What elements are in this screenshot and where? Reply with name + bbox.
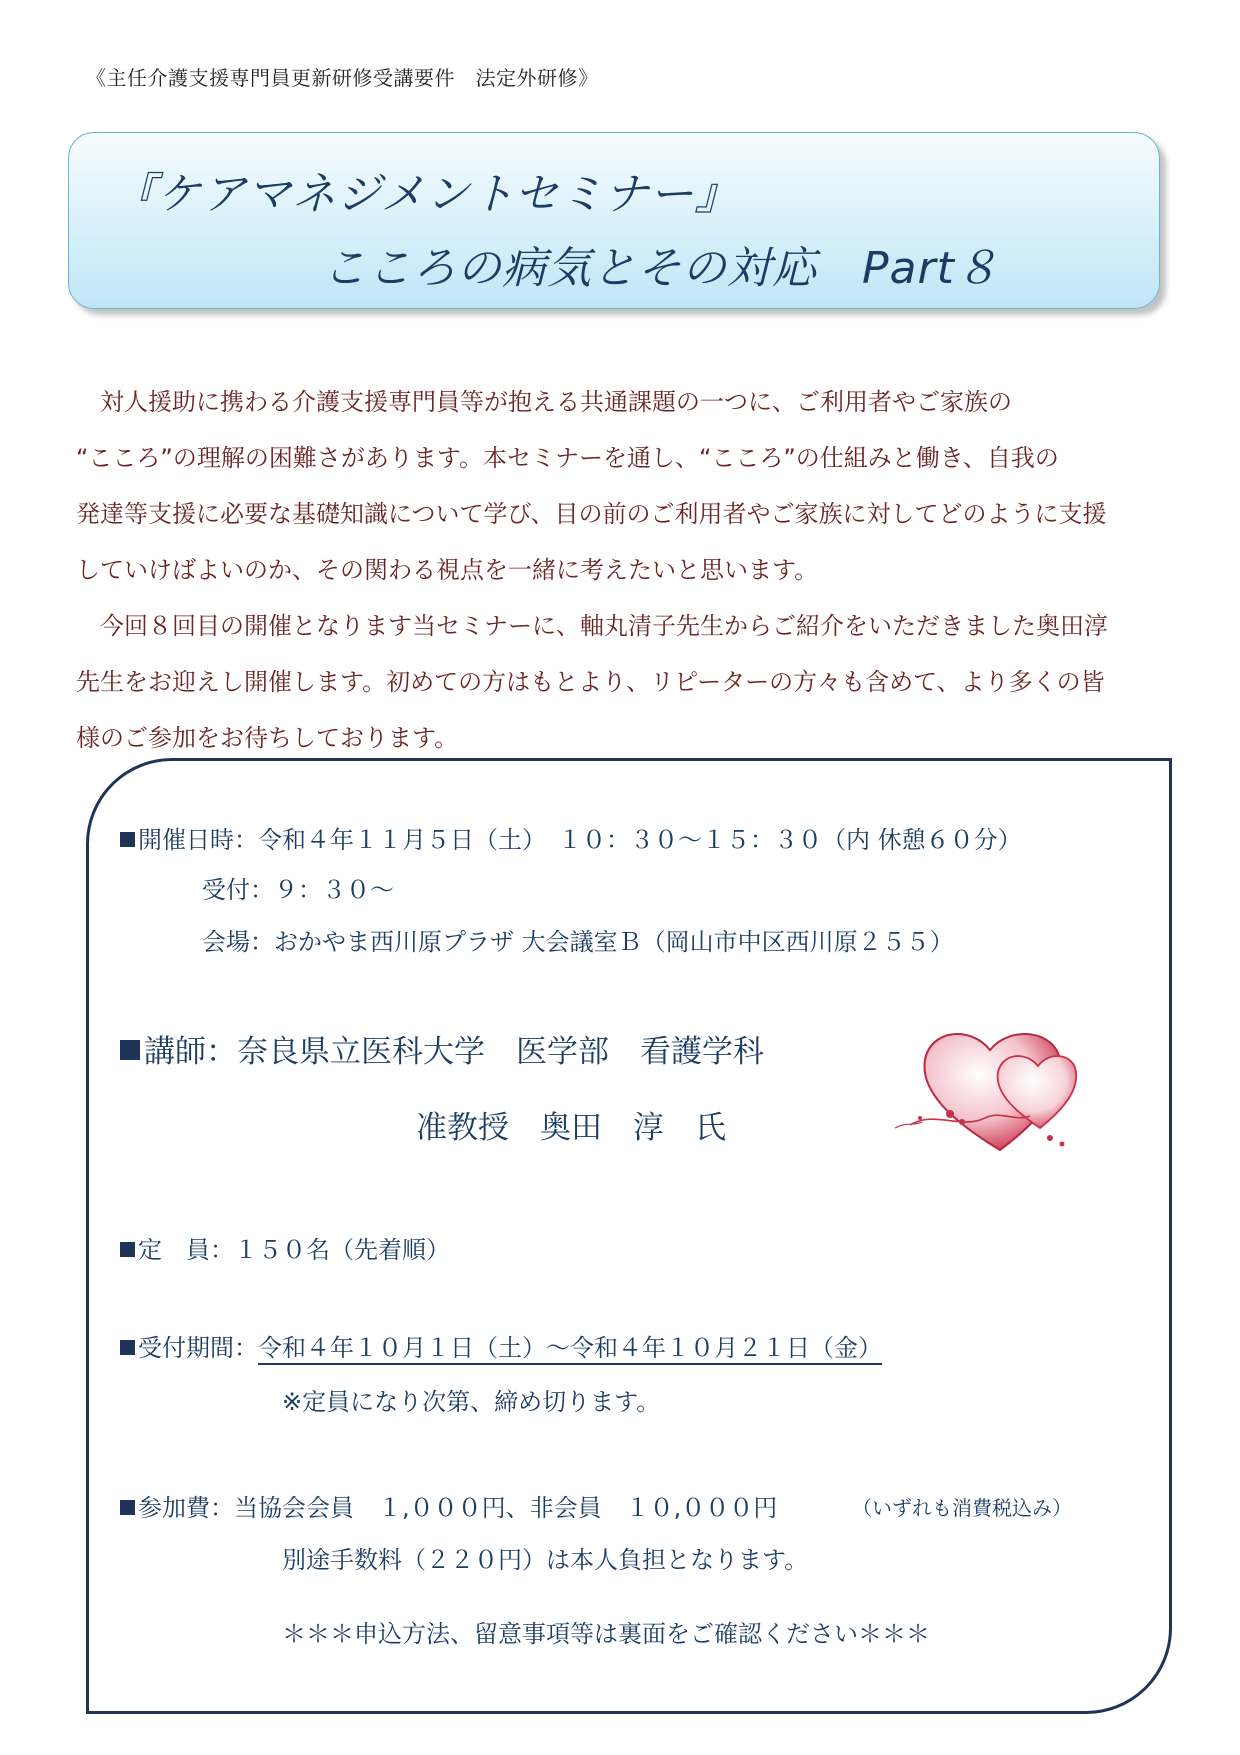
capacity-row — [120, 1230, 450, 1265]
fee-note: 別途手数料（２２０円）は本人負担となります。 — [282, 1546, 809, 1574]
date-row — [120, 820, 1022, 855]
period-row — [120, 1328, 882, 1363]
fee-row — [120, 1488, 777, 1523]
bullet-square-icon — [120, 1340, 135, 1355]
intro-line: 発達等支援に必要な基礎知識について学び、目の前のご利用者やご家族に対してどのように支援 — [76, 500, 1107, 528]
bullet-square-icon — [120, 832, 135, 847]
footer-note: ＊＊＊申込方法、留意事項等は裏面をご確認ください＊＊＊ — [282, 1620, 930, 1648]
lecturer-label: 講師： — [144, 1034, 237, 1070]
bullet-square-icon — [120, 1242, 135, 1257]
header-note: 《主任介護支援専門員更新研修受講要件 法定外研修》 — [86, 66, 599, 90]
intro-line: “こころ”の理解の困難さがあります。本セミナーを通し、“こころ”の仕組みと働き、自我の — [76, 444, 1059, 472]
hearts-icon — [890, 1010, 1100, 1160]
intro-line: していけばよいのか、その関わる視点を一緒に考えたいと思います。 — [76, 556, 819, 584]
lecturer-affiliation: 奈良県立医科大学 医学部 看護学科 — [237, 1034, 764, 1070]
bullet-square-icon — [120, 1040, 140, 1060]
period-note: ※定員になり次第、締め切ります。 — [282, 1388, 661, 1416]
fee-value: 当協会会員 １,０００円、非会員 １０,０００円 — [234, 1494, 778, 1522]
seminar-title: 『ケアマネジメントセミナー』 — [112, 169, 740, 220]
fee-label: 参加費： — [138, 1494, 234, 1522]
intro-line: 様のご参加をお待ちしております。 — [76, 724, 459, 752]
lecturer-row — [120, 1026, 764, 1071]
intro-text — [76, 374, 1166, 766]
intro-line: 今回８回目の開催となります当セミナーに、軸丸清子先生からご紹介をいただきました奥田淳 — [76, 612, 1108, 640]
bullet-square-icon — [120, 1500, 135, 1515]
period-value: 令和４年１０月１日（土）～令和４年１０月２１日（金） — [258, 1334, 882, 1365]
date-value: 令和４年１１月５日（土） １０：３０～１５：３０（内 休憩６０分） — [258, 826, 1022, 854]
date-label: 開催日時： — [138, 826, 258, 854]
reception-row: 受付：９：３０～ — [202, 876, 394, 904]
lecturer-name: 准教授 奥田 淳 氏 — [416, 1110, 726, 1146]
intro-line: 先生をお迎えし開催します。初めての方はもとより、リピーターの方々も含めて、より多くの皆 — [76, 668, 1105, 696]
fee-tax-note: （いずれも消費税込み） — [852, 1496, 1072, 1520]
venue-row: 会場：おかやま西川原プラザ 大会議室Ｂ（岡山市中区西川原２５５） — [202, 928, 954, 956]
intro-line: 対人援助に携わる介護支援専門員等が抱える共通課題の一つに、ご利用者やご家族の — [76, 388, 1012, 416]
period-label: 受付期間： — [138, 1334, 258, 1362]
seminar-subtitle: こころの病気とその対応 Part８ — [322, 243, 1000, 294]
capacity-value: １５０名（先着順） — [234, 1236, 450, 1264]
capacity-label: 定 員： — [138, 1236, 234, 1264]
